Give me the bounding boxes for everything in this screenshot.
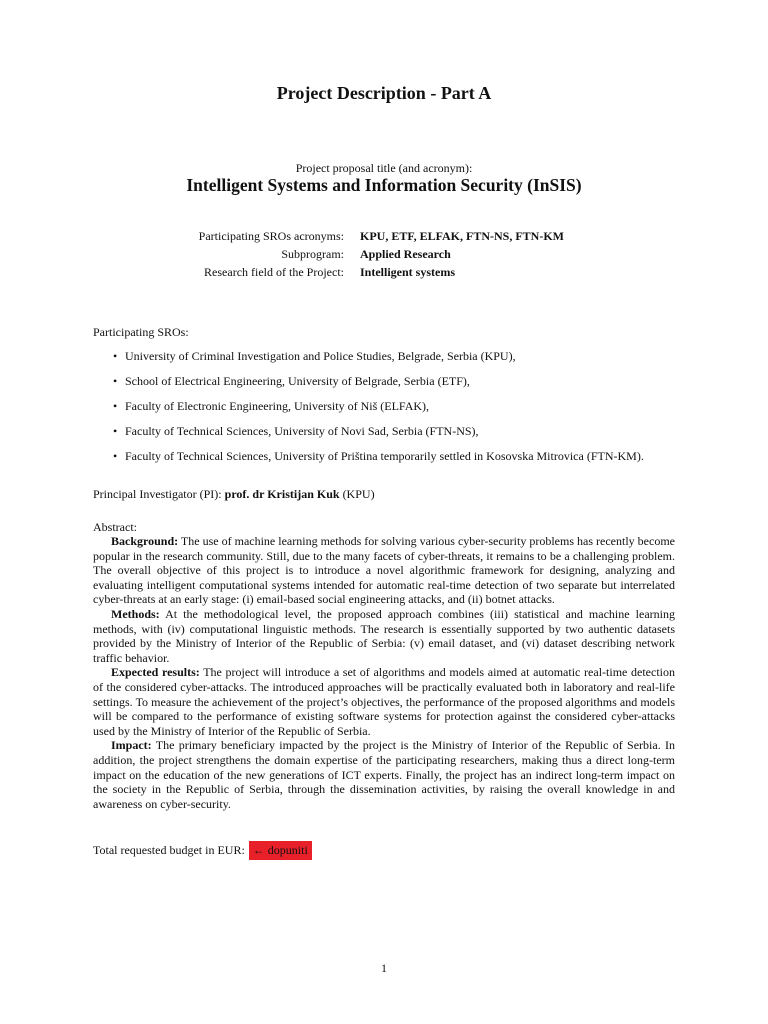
page-number: 1: [381, 961, 387, 975]
abstract-paragraph-methods: [93, 607, 675, 665]
page-title: Project Description - Part A: [276, 83, 492, 103]
info-value: KPU, ETF, ELFAK, FTN-NS, FTN-KM: [360, 229, 565, 243]
info-label: Subprogram:: [281, 247, 344, 261]
budget-line: [93, 843, 312, 858]
abstract-heading: Expected results:: [111, 665, 200, 680]
bullet-icon: •: [113, 449, 118, 463]
info-row-research-field: [0, 265, 768, 283]
sro-text: Faculty of Electronic Engineering, University of Niš (ELFAK),: [125, 399, 430, 413]
budget-label: Total requested budget in EUR:: [93, 843, 245, 857]
abstract-label: Abstract:: [93, 520, 137, 534]
bullet-icon: •: [113, 374, 118, 388]
pi-prefix: Principal Investigator (PI):: [93, 487, 225, 501]
bullet-icon: •: [113, 424, 118, 438]
sro-text: Faculty of Technical Sciences, University of Novi Sad, Serbia (FTN-NS),: [125, 424, 479, 438]
info-row-acronyms: [0, 229, 768, 247]
info-row-subprogram: [0, 247, 768, 265]
abstract-text: The primary beneficiary impacted by the project is the Ministry of Interior of the Republic of Serbia. In addition, the project strengthens the domain expertise of the participating researchers, making thus a direct long-term impact on the education of the new generations of ICT experts. Finally, the project has an indirect long-term impact on the society in the Republic of Serbia, through the dissemination activities, by raising the overall knowledge in and awareness on cyber-security.: [93, 738, 675, 811]
abstract-text: The use of machine learning methods for solving various cyber-security problems has recently become popular in the research community. Still, due to the many facets of cyber-threats, it remains to be a challenging problem. The overall objective of this project is to introduce a novel algorithmic framework for designing, analyzing and evaluating intelligent computational systems intended for automatic real-time detection of two separate but interrelated cyber-threats at an early stage: (i) email-based social engineering attacks, and (ii) botnet attacks.: [93, 534, 675, 607]
sro-text: Faculty of Technical Sciences, University of Priština temporarily settled in Kosovska Mitrovica (FTN-KM).: [125, 449, 644, 463]
abstract-paragraph-expected-results: [93, 665, 675, 738]
pi-name: prof. dr Kristijan Kuk: [224, 487, 340, 501]
abstract-heading: Methods:: [111, 606, 160, 621]
abstract-heading: Impact:: [111, 738, 152, 753]
bullet-icon: •: [113, 399, 118, 413]
pi-suffix: (KPU): [339, 487, 375, 501]
info-value: Intelligent systems: [360, 265, 455, 279]
abstract-text: At the methodological level, the proposed approach combines (iii) statistical and machine learning methods, with (iv) computational linguistic methods. The research is essentially supported by two authentic datasets provided by the Ministry of Interior of the Republic of Serbia: (v) email dataset, and (vi) dataset describing network traffic behavior.: [93, 606, 675, 665]
abstract-heading: Background:: [111, 534, 179, 548]
abstract-paragraph-impact: [93, 738, 675, 811]
sro-text: University of Criminal Investigation and Police Studies, Belgrade, Serbia (KPU),: [125, 349, 516, 363]
info-label: Participating SROs acronyms:: [198, 229, 344, 243]
info-label: Research field of the Project:: [204, 265, 344, 279]
participating-sros-heading: Participating SROs:: [93, 325, 189, 339]
abstract-text: The project will introduce a set of algorithms and models aimed at automatic real-time detection of the considered cyber-attacks. The introduced approaches will be practically evaluated both in laboratory and real-life settings. To measure the achievement of the project’s objectives, the performance of the proposed algorithms and models will be compared to the performance of existing software systems for protection against the considered cyber-attacks used by the Ministry of Interior of the Republic of Serbia.: [93, 665, 675, 738]
abstract-paragraph-background: [93, 534, 675, 607]
bullet-icon: •: [113, 349, 118, 363]
proposal-title-label: Project proposal title (and acronym):: [295, 161, 473, 175]
proposal-title: Intelligent Systems and Information Security (InSIS): [186, 175, 582, 195]
sro-text: School of Electrical Engineering, University of Belgrade, Serbia (ETF),: [125, 374, 470, 388]
abstract-body: [93, 534, 675, 811]
budget-todo-tag: ← dopuniti: [249, 841, 312, 860]
info-value: Applied Research: [360, 247, 451, 261]
principal-investigator: [93, 487, 375, 502]
